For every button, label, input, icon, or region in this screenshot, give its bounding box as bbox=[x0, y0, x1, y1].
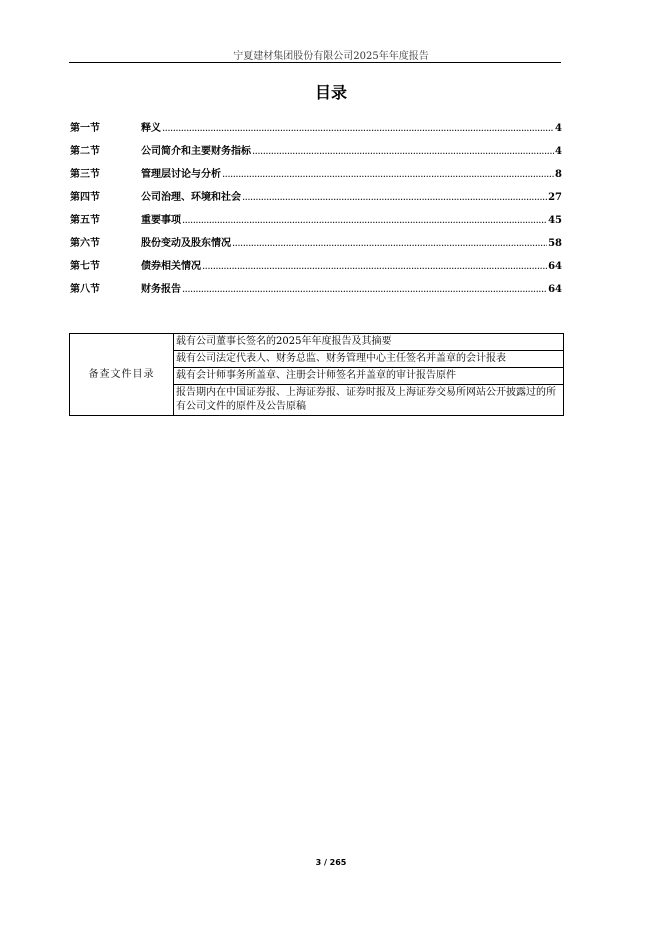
toc-page-number: 58 bbox=[548, 238, 562, 249]
toc-section-number: 第七节 bbox=[70, 261, 100, 272]
toc-entry[interactable] bbox=[70, 165, 562, 188]
toc-entry[interactable] bbox=[70, 119, 562, 142]
toc-section-title: 释义 bbox=[141, 123, 161, 134]
toc-leader-dots bbox=[182, 284, 547, 295]
toc-section-number: 第三节 bbox=[70, 169, 100, 180]
toc-entry[interactable] bbox=[70, 211, 562, 234]
toc-leader-dots bbox=[202, 261, 547, 272]
toc-leader-dots bbox=[162, 123, 554, 134]
toc-leader-dots bbox=[232, 238, 547, 249]
toc-page-number: 64 bbox=[548, 261, 562, 272]
toc-section-title: 管理层讨论与分析 bbox=[141, 169, 221, 180]
toc-section-title: 公司简介和主要财务指标 bbox=[141, 146, 251, 157]
toc-section-number: 第五节 bbox=[70, 215, 100, 226]
reference-document-item: 报告期内在中国证券报、上海证券报、证券时报及上海证券交易所网站公开披露过的所有公司文件的原件及公告原稿 bbox=[174, 385, 564, 416]
toc-page-number: 8 bbox=[555, 169, 562, 180]
toc-section-number: 第八节 bbox=[70, 284, 100, 295]
reference-document-item: 载有会计师事务所盖章、注册会计师签名并盖章的审计报告原件 bbox=[174, 368, 564, 385]
toc-page-number: 27 bbox=[548, 192, 562, 203]
toc-section-title: 重要事项 bbox=[141, 215, 181, 226]
toc-entry[interactable] bbox=[70, 234, 562, 257]
reference-document-item: 载有公司董事长签名的2025年年度报告及其摘要 bbox=[174, 334, 564, 351]
toc-section-number: 第二节 bbox=[70, 146, 100, 157]
page-number: 3 / 265 bbox=[315, 858, 347, 867]
toc-leader-dots bbox=[222, 169, 554, 180]
toc-entry[interactable] bbox=[70, 257, 562, 280]
toc-page-number: 64 bbox=[548, 284, 562, 295]
toc-section-title: 公司治理、环境和社会 bbox=[141, 192, 241, 203]
toc-section-title: 财务报告 bbox=[141, 284, 181, 295]
toc-leader-dots bbox=[252, 146, 554, 157]
reference-documents-label: 备查文件目录 bbox=[70, 334, 174, 416]
reference-document-item: 载有公司法定代表人、财务总监、财务管理中心主任签名并盖章的会计报表 bbox=[174, 351, 564, 368]
toc-entry[interactable] bbox=[70, 188, 562, 211]
reference-documents-table bbox=[69, 333, 564, 416]
toc-section-number: 第四节 bbox=[70, 192, 100, 203]
toc-leader-dots bbox=[242, 192, 547, 203]
toc-entry[interactable] bbox=[70, 280, 562, 303]
toc-leader-dots bbox=[182, 215, 547, 226]
toc-section-number: 第一节 bbox=[70, 123, 100, 134]
toc-page-number: 45 bbox=[548, 215, 562, 226]
toc-page-number: 4 bbox=[555, 146, 562, 157]
toc-section-title: 股份变动及股东情况 bbox=[141, 238, 231, 249]
header-rule bbox=[69, 62, 561, 63]
running-header: 宁夏建材集团股份有限公司2025年年度报告 bbox=[233, 51, 429, 62]
toc-section-number: 第六节 bbox=[70, 238, 100, 249]
table-of-contents bbox=[70, 119, 562, 303]
page-title: 目录 bbox=[314, 83, 347, 102]
toc-page-number: 4 bbox=[555, 123, 562, 134]
toc-entry[interactable] bbox=[70, 142, 562, 165]
toc-section-title: 债券相关情况 bbox=[141, 261, 201, 272]
